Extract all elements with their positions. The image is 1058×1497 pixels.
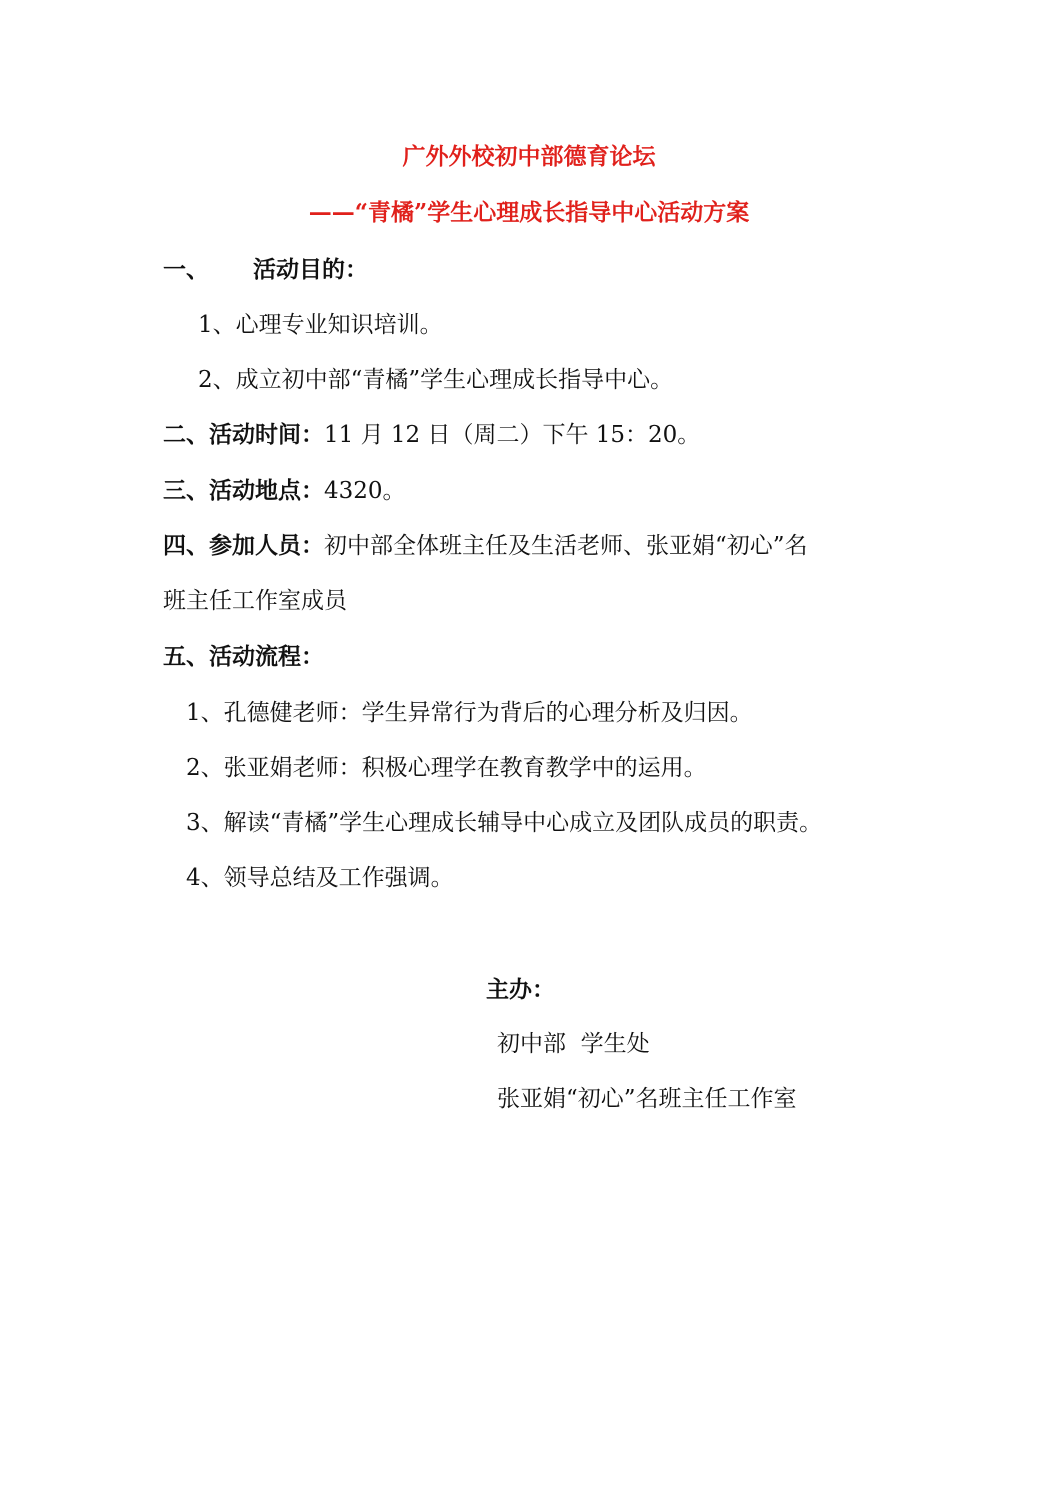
section-4	[163, 531, 808, 561]
organizer-line-2: 张亚娟“初心”名班主任工作室	[497, 1086, 797, 1112]
section-5-heading: 五、活动流程：	[163, 643, 324, 670]
section-3-heading: 三、活动地点：	[163, 477, 324, 504]
section-2-value: 11 月 12 日（周二）下午 15：20。	[324, 422, 701, 448]
organizer-label: 主办：	[486, 976, 555, 1003]
section-1-heading	[163, 255, 368, 285]
section-1-item-1: 1、心理专业知识培训。	[198, 312, 443, 338]
section-1-title: 活动目的：	[253, 256, 368, 283]
section-3	[163, 476, 406, 506]
section-4-value-continued: 班主任工作室成员	[163, 588, 347, 614]
document-title: 广外外校初中部德育论坛	[402, 143, 656, 170]
section-2	[163, 420, 700, 450]
section-2-heading: 二、活动时间：	[163, 421, 324, 448]
section-5-item-3: 3、解读“青橘”学生心理成长辅导中心成立及团队成员的职责。	[186, 810, 823, 836]
organizer-line-1: 初中部 学生处	[497, 1031, 650, 1057]
section-5-item-4: 4、领导总结及工作强调。	[186, 865, 454, 891]
section-5-item-2: 2、张亚娟老师：积极心理学在教育教学中的运用。	[186, 755, 707, 781]
section-1-number: 一、	[163, 256, 209, 283]
section-3-value: 4320。	[324, 478, 406, 504]
section-4-heading: 四、参加人员：	[163, 532, 324, 559]
section-4-value: 初中部全体班主任及生活老师、张亚娟“初心”名	[324, 533, 808, 559]
section-1-item-2: 2、成立初中部“青橘”学生心理成长指导中心。	[198, 367, 674, 393]
section-5-item-1: 1、孔德健老师：学生异常行为背后的心理分析及归因。	[186, 700, 753, 726]
document-subtitle: ——“青橘”学生心理成长指导中心活动方案	[308, 199, 750, 226]
